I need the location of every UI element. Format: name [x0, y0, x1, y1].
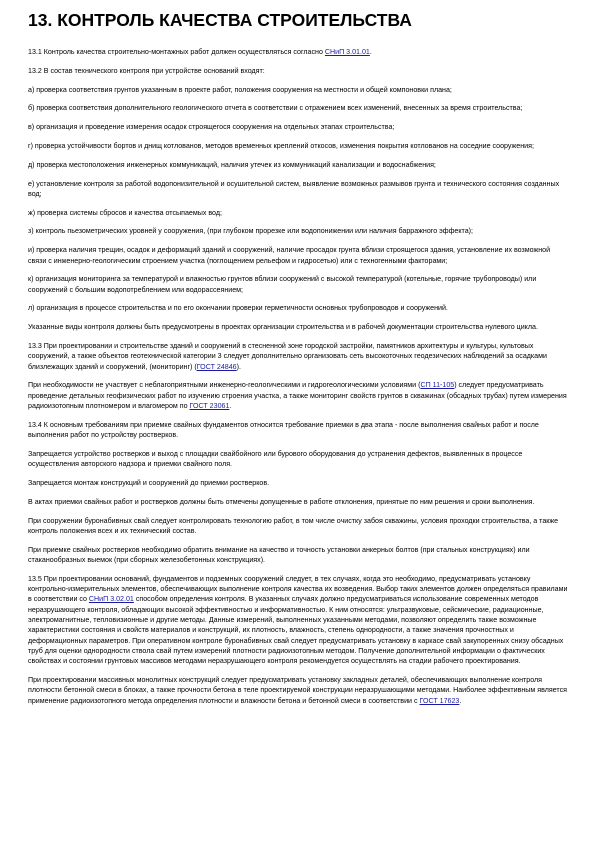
- paragraph-p-l: [28, 303, 568, 313]
- paragraph-p13-1: [28, 47, 568, 57]
- paragraph-p13-5: [28, 574, 568, 667]
- paragraph-text: При проектировании массивных монолитных конструкций следует предусматривать установку закладных деталей, обеспечивающих выполнение контроля плотности бетонной смеси в блоках, а также прочности бетона в теле проектируемой конструкции неразрушающими методами. Наиболее эффективным является применение радиоизотопного метода определения плотности и влажности бетона и бетонной смеси в соответствии с: [28, 675, 567, 705]
- paragraph-p-k: [28, 274, 568, 295]
- paragraph-p13-2: [28, 66, 568, 76]
- paragraph-p-z: [28, 226, 568, 236]
- paragraph-text: При необходимости не участвует с неблагоприятными инженерно-геологическими и гидрогеологическими условиями (: [28, 381, 421, 390]
- paragraph-text: способом определения контроля. В указанных случаях должно предусматриваться использование современных методов неразрушающего контроля, обладающих высокой эффективностью и информативностью. К ним относятся: ультразвуковые, сейсмические, радиационные, электромагнитные, тепловизионные и другие методы. Данные измерений, выполненных указанными методами, позволяют определить также возможные характеристики состояния и свойств материалов и конструкций, их плотность, влажность, степень однородности, а также значения прочностных и деформационных параметров. При оперативном контроле буронабивных свай следует предусматривать установку в каркасе свай закупоренных снизу обсадных труб для оценки однородности ствола свай путем измерений плотности радиоизотопным методом. Получение дополнительной информации о фактических свойствах и состоянии грунтовых массивов методами неразрушающего контроля рекомендуется осуществлять на стадии рабочего проектирования.: [28, 595, 564, 666]
- paragraph-p-zh: [28, 208, 568, 218]
- paragraph-text: а) проверка соответствия грунтов указанным в проекте работ, положения сооружения на местности и общей компоновки плана;: [28, 85, 452, 94]
- paragraph-text: б) проверка соответствия дополнительного геологического отчета в соответствии с отражением всех изменений, внесенных за время строительства;: [28, 104, 523, 113]
- page-title: 13. КОНТРОЛЬ КАЧЕСТВА СТРОИТЕЛЬСТВА: [28, 10, 412, 30]
- paragraph-text: В актах приемки свайных работ и ростверков должны быть отмечены допущенные в работе отклонения, принятые по ним решения и сроки выполнения.: [28, 497, 535, 506]
- paragraph-p-d: [28, 160, 568, 170]
- paragraph-p-note: [28, 322, 568, 332]
- paragraph-text: 13.4 К основным требованиям при приемке свайных фундаментов относится требование приемки в два этапа - после выполнения свайных работ и после выполнения работ по устройству ростверков.: [28, 420, 539, 440]
- paragraph-text: 13.2 В состав технического контроля при устройстве оснований входят:: [28, 66, 265, 75]
- paragraph-text: .: [229, 402, 232, 411]
- paragraph-text: .: [459, 696, 462, 705]
- paragraph-p-i: [28, 245, 568, 266]
- document-body: [28, 47, 568, 714]
- paragraph-text: 13.3 При проектировании и строительстве зданий и сооружений в стесненной зоне городской застройки, памятников архитектуры и культуры, культовых сооружений, а также объектов геотехнической категории 3 следует дополнительно организовать сеть высокоточных геодезических наблюдений за осадками близлежащих зданий и сооружений, (мониторинг) (: [28, 342, 547, 371]
- paragraph-text: л) организация в процессе строительства и по его окончании проверки герметичности основных трубопроводов и сооружений.: [28, 304, 448, 313]
- paragraph-p13-4e: [28, 516, 568, 537]
- reference-link[interactable]: СП 11-105: [420, 381, 455, 390]
- paragraph-p13-4: [28, 420, 568, 441]
- paragraph-p13-4b: [28, 449, 568, 470]
- paragraph-p-v: [28, 122, 568, 132]
- paragraph-text: е) установление контроля за работой водопонизительной и осушительной систем, выявление возможных размывов грунта и технического состояния созданных вод;: [28, 179, 560, 198]
- paragraph-p-e: [28, 179, 568, 200]
- reference-link[interactable]: ГОСТ 24846: [196, 362, 237, 371]
- paragraph-text: к) организация мониторинга за температурой и влажностью грунтов вблизи сооружений с высокой температурой (котельные, горячие трубопроводы) или сооружений с большим водопотреблением или водорассеянием;: [28, 275, 537, 294]
- paragraph-text: ).: [236, 362, 241, 371]
- paragraph-p13-3b: [28, 380, 568, 411]
- paragraph-text: При сооружении буронабивных свай следует контролировать технологию работ, в том числе очистку забоя скважины, условия проходки строительства, а также контроль положения всех и их технический состав.: [28, 516, 559, 535]
- paragraph-text: з) контроль пьезометрических уровней у сооружения, (при глубоком прорезке или водопонижении или наличия барражного эффекта);: [28, 227, 474, 236]
- paragraph-text: г) проверка устойчивости бортов и днищ котлованов, методов временных креплений откосов, изменения покрытия котлованов на соседние сооружения;: [28, 141, 534, 150]
- paragraph-text: При приемке свайных ростверков необходимо обратить внимание на качество и точность установки анкерных болтов (при стальных конструкциях) или стаканообразных выемок (при сборных железобетонных конструкциях).: [28, 545, 530, 564]
- paragraph-text: в) организация и проведение измерения осадок строящегося сооружения на отдельных этапах строительства;: [28, 123, 395, 132]
- paragraph-p-a: [28, 85, 568, 95]
- paragraph-text: Запрещается устройство ростверков и выход с площадки свайбойного или бурового оборудования до устранения дефектов, выявленных в процессе осуществления авторского надзора и приемки свайного поля.: [28, 449, 523, 469]
- reference-link[interactable]: СНиП 3.02.01: [88, 595, 134, 604]
- paragraph-p-g: [28, 141, 568, 151]
- paragraph-p13-4d: [28, 497, 568, 507]
- paragraph-p13-3: [28, 341, 568, 372]
- reference-link[interactable]: ГОСТ 17623: [419, 696, 460, 705]
- paragraph-text: Запрещается монтаж конструкций и сооружений до приемки ростверков.: [28, 479, 270, 488]
- paragraph-text: ) следует предусматривать проведение детальных геофизических работ по изучению строения участка, а также мониторинг свойств грунтов в скважинах (обсадных трубах) путем измерения радиоизотопным плотномером и влагомером по: [28, 381, 567, 411]
- paragraph-p13-4f: [28, 545, 568, 566]
- paragraph-p13-4c: [28, 478, 568, 488]
- paragraph-text: 13.5 При проектировании оснований, фундаментов и подземных сооружений следует, в тех случаях, когда это необходимо, предусматривать установку контрольно-измерительных элементов, обеспечивающих выполнение контроля качества их возведения. Выбор таких элементов должен определяться правилами в соответствии со: [28, 574, 568, 604]
- paragraph-text: д) проверка местоположения инженерных коммуникаций, наличия утечек из коммуникаций канализации и водоснабжения;: [28, 160, 436, 169]
- paragraph-text: 13.1 Контроль качества строительно-монтажных работ должен осуществляться согласно: [28, 48, 325, 56]
- paragraph-text: и) проверка наличия трещин, осадок и деформаций зданий и сооружений, наличие просадок грунта вблизи строящегося здания, установление их возможной связи с инженерно-геологическим строением участка (поглощением рельефом и гидросетью) или с техногенными факторами;: [28, 246, 551, 265]
- reference-link[interactable]: СНиП 3.01.01: [324, 48, 370, 56]
- paragraph-text: .: [369, 48, 372, 56]
- paragraph-text: ж) проверка системы сбросов и качества отсыпаемых вод;: [28, 208, 222, 217]
- reference-link[interactable]: ГОСТ 23061: [189, 402, 230, 411]
- paragraph-p13-5b: [28, 675, 568, 706]
- paragraph-p-b: [28, 103, 568, 113]
- paragraph-text: Указанные виды контроля должны быть предусмотрены в проектах организации строительства и в рабочей документации строительства нулевого цикла.: [28, 323, 538, 332]
